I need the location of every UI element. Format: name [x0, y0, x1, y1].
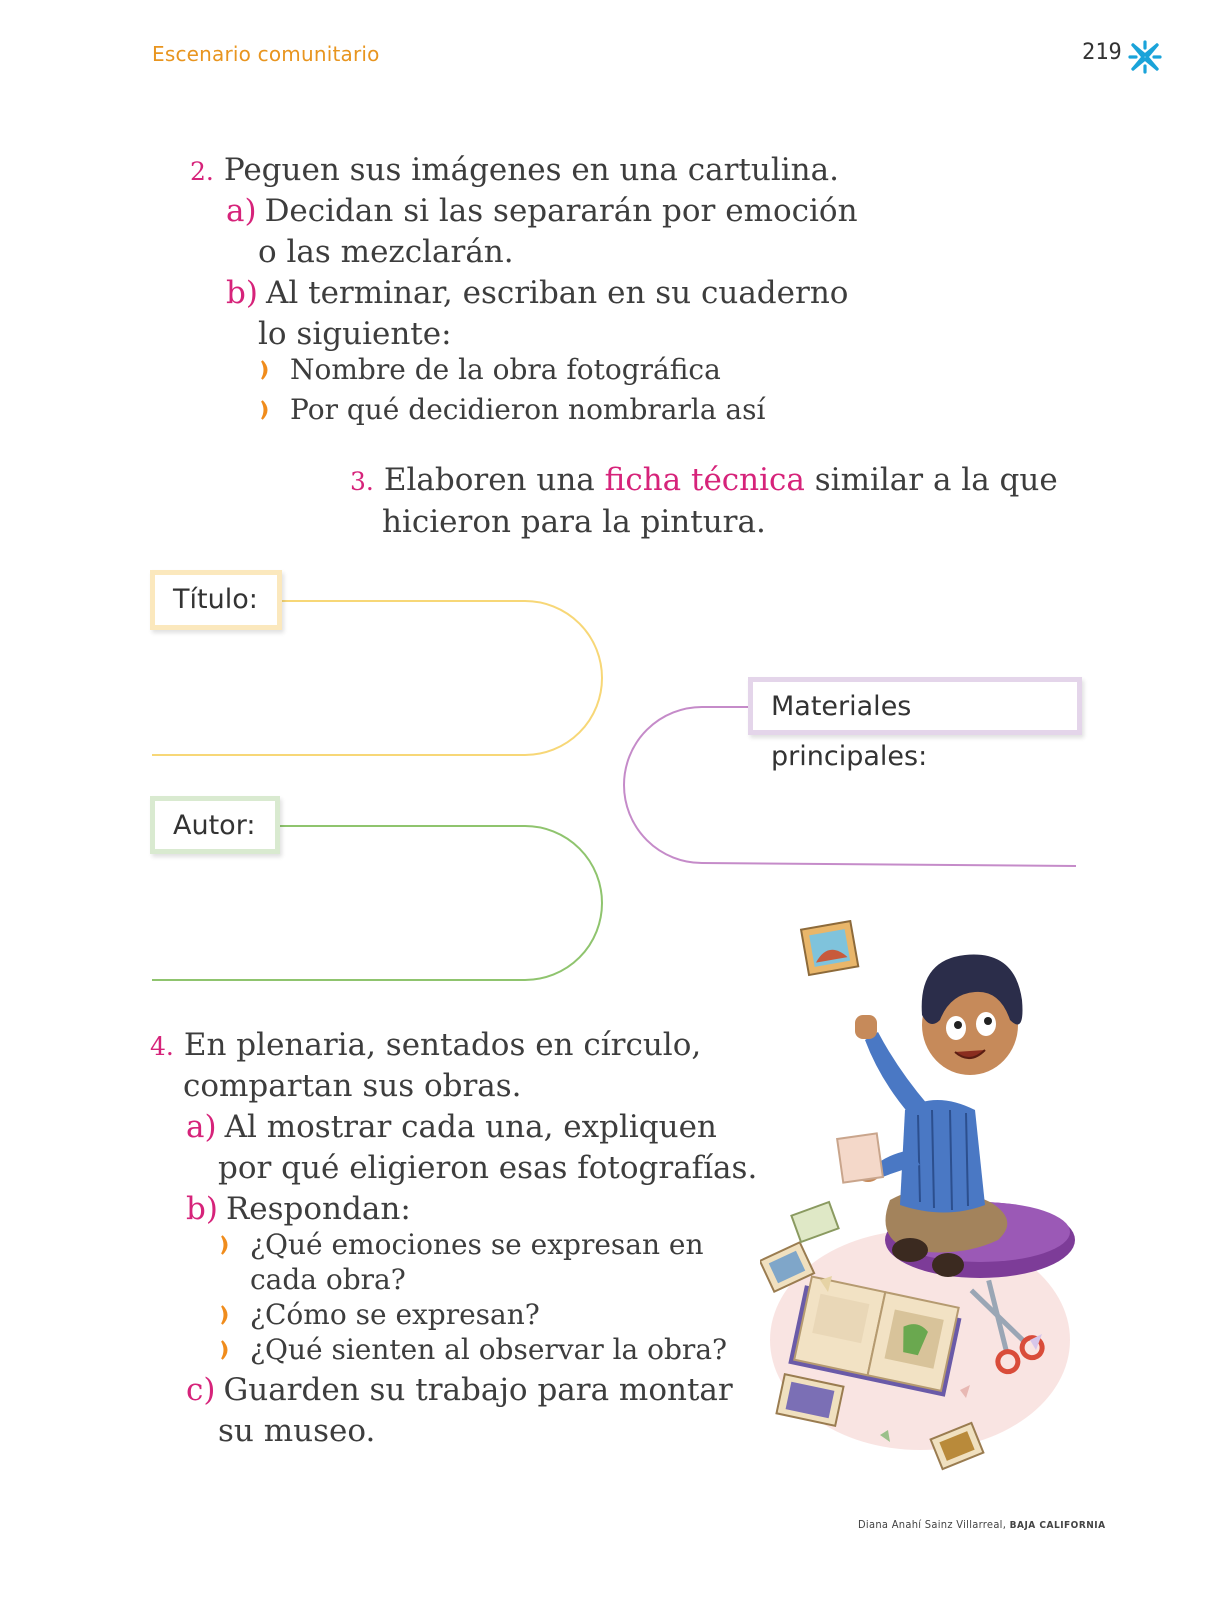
item-text: Decidan si las separarán por emoción [264, 193, 858, 229]
list-item: Por qué decidieron nombrarla así [260, 392, 765, 428]
chevron-bullet-icon [220, 1339, 234, 1361]
step-number: 3. [350, 467, 374, 496]
step-4: 4. En plenaria, sentados en círculo, [150, 1027, 702, 1063]
list-item: Nombre de la obra fotográfica [260, 352, 721, 388]
item-letter: b) [226, 275, 258, 311]
credit-region: BAJA CALIFORNIA [1009, 1520, 1106, 1531]
item-letter: a) [186, 1109, 217, 1145]
step-2b-cont: lo siguiente: [258, 316, 452, 352]
child-with-photographs-illustration [760, 920, 1100, 1480]
item-letter: a) [226, 193, 257, 229]
item-text: Al terminar, escriban en su cuaderno [265, 275, 849, 311]
step-number: 4. [150, 1032, 174, 1061]
step-number: 2. [190, 157, 214, 186]
autor-label: Autor: [150, 796, 280, 854]
item-letter: c) [186, 1372, 216, 1408]
materiales-label: Materiales principales: [748, 677, 1082, 735]
step-3: 3. Elaboren una ficha técnica similar a la que [350, 462, 1058, 498]
step-4b: b) Respondan: [186, 1191, 411, 1227]
titulo-label: Título: [150, 570, 282, 630]
item-letter: b) [186, 1191, 218, 1227]
step-3-cont: hicieron para la pintura. [382, 504, 766, 540]
step-4a-cont: por qué eligieron esas fotografías. [218, 1150, 758, 1186]
list-item: ¿Cómo se expresan? [220, 1297, 540, 1333]
list-item: ¿Qué emociones se expresan en [220, 1227, 704, 1263]
step-4c-cont: su museo. [218, 1413, 376, 1449]
list-item-cont: cada obra? [250, 1263, 406, 1296]
chevron-bullet-icon [220, 1304, 234, 1326]
step-2a-cont: o las mezclarán. [258, 234, 514, 270]
list-item: ¿Qué sienten al observar la obra? [220, 1332, 727, 1368]
chevron-bullet-icon [220, 1234, 234, 1256]
step-text: Peguen sus imágenes en una cartulina. [223, 152, 839, 188]
credit-name: Diana Anahí Sainz Villarreal, [858, 1518, 1007, 1531]
keyword: ficha técnica [604, 462, 805, 498]
step-4-cont: compartan sus obras. [183, 1068, 522, 1104]
illustration-credit [858, 1518, 1106, 1531]
page-number: 219 [1082, 40, 1122, 65]
step-4c: c) Guarden su trabajo para montar [186, 1372, 733, 1408]
section-header: Escenario comunitario [152, 42, 380, 66]
step-4a: a) Al mostrar cada una, expliquen [186, 1109, 717, 1145]
